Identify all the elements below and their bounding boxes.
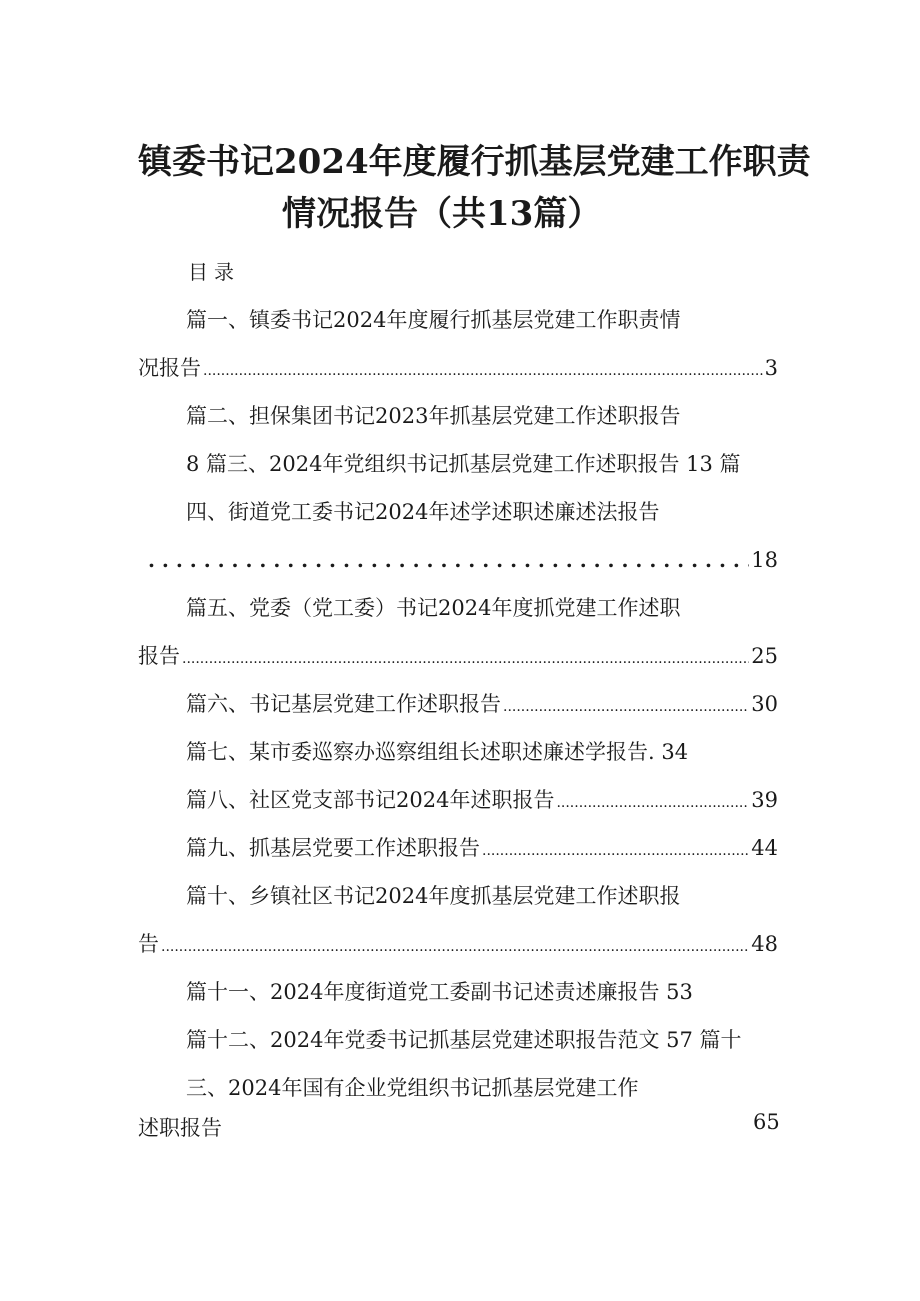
toc-entry-text: 篇八、社区党支部书记2024年述职报告: [186, 788, 555, 812]
toc-heading: 目录: [188, 260, 240, 284]
dot-leader: [148, 545, 749, 578]
toc-entry-10-line-1: 篇十、乡镇社区书记2024年度抓基层党建工作述职报: [186, 884, 681, 908]
toc-entry-5-line-1: 篇五、党委（党工委）书记2024年度抓党建工作述职: [186, 596, 681, 620]
document-title-line-1: 镇委书记2024年度履行抓基层党建工作职责: [138, 142, 811, 182]
toc-entry-13-line-2: 述职报告: [138, 1116, 222, 1140]
toc-page-number-13: 65: [753, 1110, 780, 1134]
toc-entry-9: [186, 833, 778, 866]
document-title-line-2: 情况报告（共13篇）: [282, 194, 602, 234]
dot-leader: [161, 932, 749, 962]
toc-entry-11: 篇十一、2024年度街道党工委副书记述责述廉报告 53: [186, 980, 693, 1004]
toc-page-number: 48: [751, 932, 778, 956]
toc-entry-3: 8 篇三、2024年党组织书记抓基层党建工作述职报告 13 篇: [186, 452, 741, 476]
dot-leader: [482, 836, 749, 866]
dot-leader: [182, 644, 749, 674]
dot-leader: [556, 788, 749, 818]
toc-page-number: 25: [751, 644, 778, 668]
toc-page-number: 3: [764, 356, 778, 380]
dot-leader: [203, 356, 763, 386]
toc-entry-text: 报告: [138, 644, 180, 668]
toc-entry-text: 篇九、抓基层党要工作述职报告: [186, 836, 480, 860]
toc-entry-4-line-2: [146, 545, 778, 578]
toc-page-number: 44: [751, 836, 778, 860]
dot-leader: [503, 692, 749, 722]
toc-entry-text: 告: [138, 932, 159, 956]
toc-entry-text: 篇六、书记基层党建工作述职报告: [186, 692, 501, 716]
toc-entry-6: [186, 689, 778, 722]
toc-entry-12: 篇十二、2024年党委书记抓基层党建述职报告范文 57 篇十: [186, 1028, 742, 1052]
toc-entry-10-line-2: [138, 929, 778, 962]
toc-entry-2: 篇二、担保集团书记2023年抓基层党建工作述职报告: [186, 404, 681, 428]
toc-entry-8: [186, 785, 778, 818]
toc-entry-13-line-1: 三、2024年国有企业党组织书记抓基层党建工作: [186, 1076, 639, 1100]
toc-page-number: 30: [751, 692, 778, 716]
toc-page-number: 39: [751, 788, 778, 812]
toc-entry-7: 篇七、某市委巡察办巡察组组长述职述廉述学报告. 34: [186, 740, 689, 764]
toc-entry-1-line-2: [138, 353, 778, 386]
toc-entry-4-line-1: 四、街道党工委书记2024年述学述职述廉述法报告: [186, 500, 660, 524]
toc-page-number: 18: [751, 548, 778, 572]
toc-entry-5-line-2: [138, 641, 778, 674]
toc-entry-text: 况报告: [138, 356, 201, 380]
toc-entry-1-line-1: 篇一、镇委书记2024年度履行抓基层党建工作职责情: [186, 308, 681, 332]
